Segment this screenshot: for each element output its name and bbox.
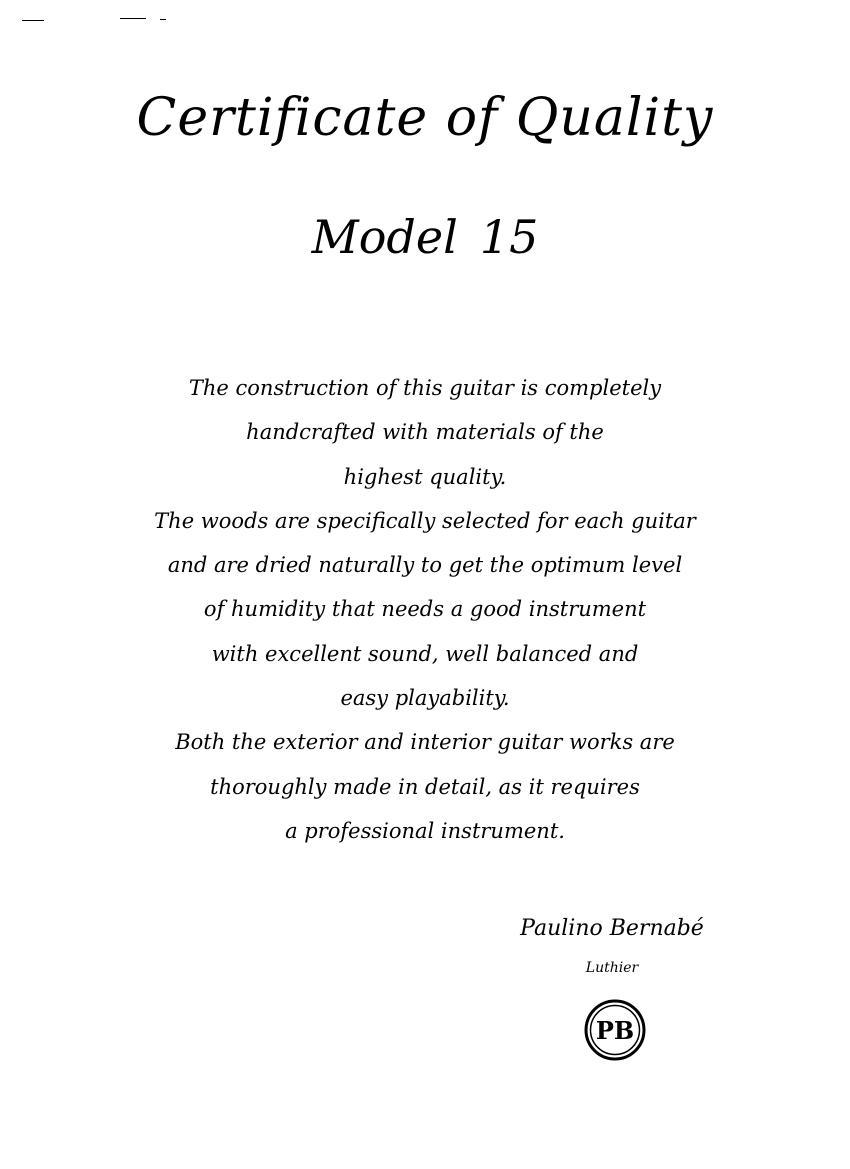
- body-line: handcrafted with materials of the: [246, 420, 604, 445]
- seal-initials: PB: [595, 1016, 635, 1045]
- model-number: 15: [479, 210, 539, 264]
- scan-mark: [160, 19, 166, 20]
- body-line: highest quality.: [343, 464, 507, 489]
- signature-name: Paulino Bernabé: [520, 916, 704, 941]
- body-line: with excellent sound, well balanced and: [211, 641, 639, 666]
- scan-mark: [120, 18, 146, 19]
- body-line: The construction of this guitar is completely: [188, 376, 662, 400]
- model-heading: [0, 210, 850, 264]
- certificate-body: [0, 366, 850, 853]
- certificate-title: Certificate of Quality: [136, 88, 714, 148]
- body-line: easy playability.: [340, 686, 510, 711]
- scan-mark: [22, 20, 44, 21]
- body-line: thoroughly made in detail, as it requires: [210, 774, 640, 799]
- model-label: Model: [311, 210, 458, 264]
- body-line: and are dried naturally to get the optimum level: [167, 553, 683, 578]
- signature-role: Luthier: [585, 960, 639, 976]
- body-line: The woods are specifically selected for each guitar: [154, 508, 696, 533]
- pb-seal-logo: [583, 998, 647, 1062]
- body-line: a professional instrument.: [285, 818, 565, 843]
- body-line: of humidity that needs a good instrument: [203, 597, 647, 622]
- body-line: Both the exterior and interior guitar works are: [175, 730, 675, 755]
